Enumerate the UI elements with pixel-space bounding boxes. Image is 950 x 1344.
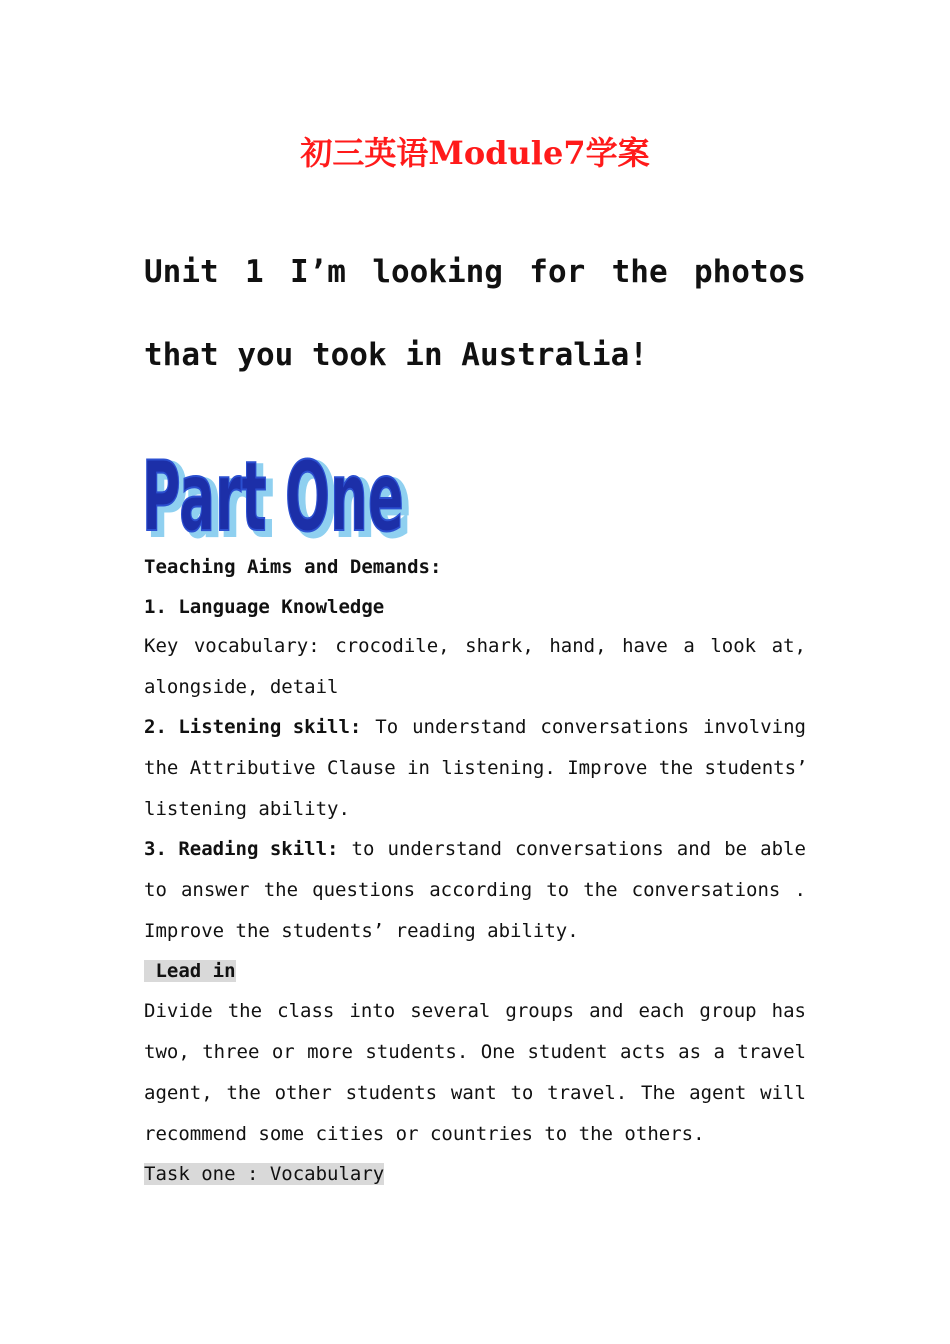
reading-skill-line-2: [144, 878, 806, 902]
word: The: [641, 1082, 676, 1104]
word: Divide: [144, 1000, 213, 1022]
word: more: [307, 1041, 353, 1063]
word: understand: [412, 716, 527, 738]
word: looking: [372, 254, 503, 290]
word: Key: [144, 635, 179, 657]
reading-skill-line-3: Improve the students’ reading ability.: [144, 920, 579, 942]
word: other: [274, 1082, 332, 1104]
word: One: [480, 1041, 516, 1063]
word: acts: [619, 1041, 666, 1063]
unit-title-line-2: that you took in Australia!: [144, 337, 648, 373]
word: be: [724, 838, 748, 860]
word: students: [345, 1082, 438, 1104]
word: has: [771, 1000, 806, 1022]
reading-skill-label: 3. Reading skill:: [144, 838, 339, 860]
unit-title-line-1: [144, 254, 806, 290]
word: three: [202, 1041, 260, 1063]
word: 1: [244, 254, 264, 290]
word: understand: [387, 838, 502, 860]
word: hand,: [549, 635, 607, 657]
word: shark,: [465, 635, 534, 657]
word: to: [546, 879, 570, 901]
lead-in-line-3: [144, 1081, 806, 1105]
word: conversations: [540, 716, 690, 738]
word: class: [277, 1000, 335, 1022]
lead-in-heading-text: Lead in: [144, 960, 236, 982]
word: a: [683, 635, 695, 657]
listening-skill-line-3: listening ability.: [144, 798, 350, 820]
word: to: [510, 1082, 534, 1104]
word: the: [263, 879, 299, 901]
word: look: [710, 635, 757, 657]
word: conversations: [631, 879, 781, 901]
part-one-text: Part One: [141, 446, 404, 546]
word: I’m: [289, 254, 346, 290]
reading-skill-line-1: [144, 837, 806, 861]
word: To: [375, 716, 399, 738]
lead-in-line-2: [144, 1040, 806, 1064]
word: conversations: [514, 838, 664, 860]
word: and: [589, 1000, 624, 1022]
word: the: [583, 879, 618, 901]
word: according: [429, 879, 533, 901]
word: into: [349, 1000, 396, 1022]
word: students.: [365, 1041, 469, 1063]
word: crocodile,: [335, 635, 450, 657]
vocabulary-line-1: [144, 634, 806, 658]
word: agent: [689, 1082, 747, 1104]
word: able: [760, 838, 806, 860]
word: several: [410, 1000, 491, 1022]
task-one-heading-text: Task one : Vocabulary: [144, 1163, 385, 1185]
listening-skill-line-2: the Attributive Clause in listening. Improve the students’: [144, 757, 808, 779]
task-one-heading: [144, 1162, 806, 1186]
word: want: [450, 1082, 497, 1104]
word: the: [611, 254, 668, 290]
word: will: [760, 1082, 806, 1104]
word: to: [351, 838, 375, 860]
vocabulary-line-2: alongside, detail: [144, 676, 339, 698]
word: the: [227, 1000, 263, 1022]
word: groups: [505, 1000, 575, 1022]
listening-skill-label: 2. Listening skill:: [144, 716, 362, 738]
word: as: [678, 1041, 702, 1063]
word: questions: [312, 879, 416, 901]
word: travel: [737, 1041, 806, 1063]
document-title: 初三英语Module7学案: [300, 134, 650, 172]
part-one-wordart: [138, 446, 428, 546]
language-knowledge-heading: 1. Language Knowledge: [144, 596, 385, 618]
word: and: [676, 838, 712, 860]
word: the: [226, 1082, 261, 1104]
word: to: [144, 879, 167, 901]
word: vocabulary:: [193, 635, 320, 657]
lead-in-line-4: recommend some cities or countries to the others.: [144, 1123, 705, 1145]
word: involving: [703, 716, 806, 738]
word: photos: [693, 254, 806, 290]
word: each: [638, 1000, 685, 1022]
word: for: [529, 254, 586, 290]
word: or: [271, 1041, 295, 1063]
word: a: [713, 1041, 725, 1063]
word: travel.: [547, 1082, 628, 1104]
word: Unit: [144, 254, 219, 290]
word: .: [794, 879, 806, 901]
word: student: [527, 1041, 608, 1063]
word: at,: [771, 635, 806, 657]
part-one-shadow: Part One: [147, 446, 410, 546]
word: two,: [144, 1041, 190, 1063]
aims-heading: Teaching Aims and Demands:: [144, 556, 442, 578]
listening-skill-line-1: [144, 715, 806, 739]
word: answer: [180, 879, 250, 901]
word: group: [699, 1000, 757, 1022]
word: have: [622, 635, 668, 657]
word: agent,: [144, 1082, 213, 1104]
lead-in-heading: [144, 959, 806, 983]
lead-in-line-1: [144, 999, 806, 1023]
